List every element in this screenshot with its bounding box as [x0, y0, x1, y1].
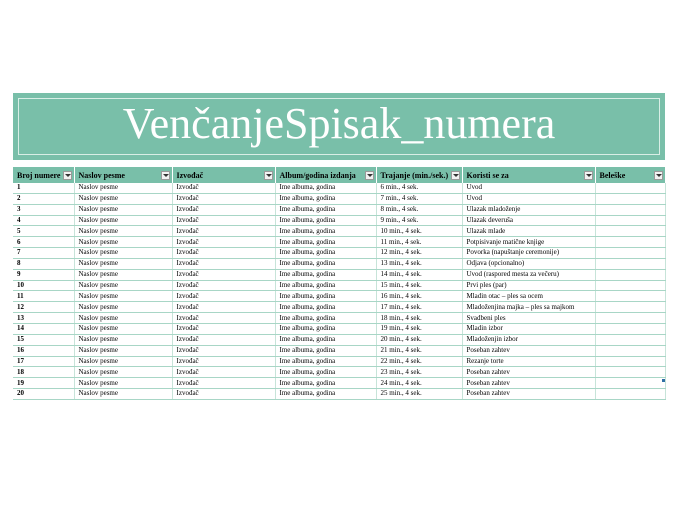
table-row [13, 226, 665, 237]
cell-track-number[interactable]: 4 [13, 215, 74, 226]
column-header-label: Trajanje (min./sek.) [380, 170, 449, 180]
table-row [13, 378, 665, 389]
cell-song-title[interactable]: Naslov pesme [74, 389, 172, 400]
cell-used-for[interactable]: Mladin otac – ples sa ocem [462, 291, 595, 302]
table-row [13, 334, 665, 345]
cell-notes[interactable] [595, 313, 665, 324]
cell-duration[interactable]: 20 min., 4 sek. [376, 334, 462, 345]
cell-used-for[interactable]: Mladin izbor [462, 323, 595, 334]
cell-notes[interactable] [595, 226, 665, 237]
cell-used-for[interactable]: Uvod (raspored mesta za večeru) [462, 269, 595, 280]
cell-notes[interactable] [595, 204, 665, 215]
cell-track-number[interactable]: 15 [13, 334, 74, 345]
cell-album-year[interactable]: Ime albuma, godina [275, 215, 376, 226]
cell-song-title[interactable]: Naslov pesme [74, 345, 172, 356]
cell-performer[interactable]: Izvođač [172, 237, 275, 248]
cell-duration[interactable]: 12 min., 4 sek. [376, 248, 462, 259]
filter-dropdown-icon[interactable] [264, 171, 273, 180]
table-row [13, 215, 665, 226]
cell-notes[interactable] [595, 345, 665, 356]
cell-duration[interactable]: 23 min., 4 sek. [376, 367, 462, 378]
cell-album-year[interactable]: Ime albuma, godina [275, 323, 376, 334]
cell-song-title[interactable]: Naslov pesme [74, 258, 172, 269]
cell-duration[interactable]: 19 min., 4 sek. [376, 323, 462, 334]
table-row [13, 313, 665, 324]
cell-song-title[interactable]: Naslov pesme [74, 280, 172, 291]
cell-performer[interactable]: Izvođač [172, 313, 275, 324]
cell-duration[interactable]: 9 min., 4 sek. [376, 215, 462, 226]
col-header-album-year[interactable] [275, 167, 376, 183]
table-row [13, 237, 665, 248]
cell-used-for[interactable]: Mladoženjin izbor [462, 334, 595, 345]
filter-dropdown-icon[interactable] [584, 171, 593, 180]
table-row [13, 258, 665, 269]
cell-used-for[interactable]: Poseban zahtev [462, 345, 595, 356]
cell-used-for[interactable]: Svadbeni ples [462, 313, 595, 324]
cell-album-year[interactable]: Ime albuma, godina [275, 248, 376, 259]
cell-notes[interactable] [595, 258, 665, 269]
cell-duration[interactable]: 8 min., 4 sek. [376, 204, 462, 215]
title-banner [13, 93, 665, 160]
table-row [13, 280, 665, 291]
cell-song-title[interactable]: Naslov pesme [74, 323, 172, 334]
cell-album-year[interactable]: Ime albuma, godina [275, 280, 376, 291]
cell-duration[interactable]: 13 min., 4 sek. [376, 258, 462, 269]
table-row [13, 204, 665, 215]
cell-duration[interactable]: 18 min., 4 sek. [376, 313, 462, 324]
cell-performer[interactable]: Izvođač [172, 389, 275, 400]
cell-album-year[interactable]: Ime albuma, godina [275, 345, 376, 356]
cell-album-year[interactable]: Ime albuma, godina [275, 367, 376, 378]
cell-used-for[interactable]: Potpisivanje matične knjige [462, 237, 595, 248]
table-row [13, 345, 665, 356]
table-resize-handle[interactable] [662, 379, 665, 382]
cell-album-year[interactable]: Ime albuma, godina [275, 356, 376, 367]
cell-song-title[interactable]: Naslov pesme [74, 193, 172, 204]
cell-notes[interactable] [595, 367, 665, 378]
cell-track-number[interactable]: 6 [13, 237, 74, 248]
cell-track-number[interactable]: 3 [13, 204, 74, 215]
cell-track-number[interactable]: 5 [13, 226, 74, 237]
filter-dropdown-icon[interactable] [63, 171, 72, 180]
cell-song-title[interactable]: Naslov pesme [74, 334, 172, 345]
cell-track-number[interactable]: 17 [13, 356, 74, 367]
cell-notes[interactable] [595, 389, 665, 400]
cell-track-number[interactable]: 20 [13, 389, 74, 400]
cell-album-year[interactable]: Ime albuma, godina [275, 269, 376, 280]
cell-performer[interactable]: Izvođač [172, 215, 275, 226]
table-row [13, 269, 665, 280]
cell-duration[interactable]: 16 min., 4 sek. [376, 291, 462, 302]
cell-song-title[interactable]: Naslov pesme [74, 356, 172, 367]
cell-performer[interactable]: Izvođač [172, 258, 275, 269]
cell-notes[interactable] [595, 302, 665, 313]
cell-album-year[interactable]: Ime albuma, godina [275, 193, 376, 204]
cell-performer[interactable]: Izvođač [172, 323, 275, 334]
table-body [13, 183, 665, 399]
table-row [13, 323, 665, 334]
cell-used-for[interactable]: Uvod [462, 183, 595, 193]
cell-track-number[interactable]: 13 [13, 313, 74, 324]
cell-duration[interactable]: 7 min., 4 sek. [376, 193, 462, 204]
cell-notes[interactable] [595, 269, 665, 280]
cell-duration[interactable]: 25 min., 4 sek. [376, 389, 462, 400]
cell-duration[interactable]: 22 min., 4 sek. [376, 356, 462, 367]
cell-performer[interactable]: Izvođač [172, 193, 275, 204]
cell-track-number[interactable]: 2 [13, 193, 74, 204]
cell-performer[interactable]: Izvođač [172, 345, 275, 356]
cell-duration[interactable]: 24 min., 4 sek. [376, 378, 462, 389]
cell-used-for[interactable]: Prvi ples (par) [462, 280, 595, 291]
cell-notes[interactable] [595, 334, 665, 345]
cell-performer[interactable]: Izvođač [172, 302, 275, 313]
col-header-used-for[interactable] [462, 167, 595, 183]
cell-album-year[interactable]: Ime albuma, godina [275, 258, 376, 269]
cell-song-title[interactable]: Naslov pesme [74, 269, 172, 280]
cell-song-title[interactable]: Naslov pesme [74, 302, 172, 313]
cell-performer[interactable]: Izvođač [172, 378, 275, 389]
cell-performer[interactable]: Izvođač [172, 248, 275, 259]
cell-used-for[interactable]: Poseban zahtev [462, 389, 595, 400]
cell-track-number[interactable]: 7 [13, 248, 74, 259]
cell-used-for[interactable]: Ulazak mlade [462, 226, 595, 237]
col-header-song-title[interactable] [74, 167, 172, 183]
cell-track-number[interactable]: 18 [13, 367, 74, 378]
cell-performer[interactable]: Izvođač [172, 367, 275, 378]
cell-duration[interactable]: 11 min., 4 sek. [376, 237, 462, 248]
cell-duration[interactable]: 15 min., 4 sek. [376, 280, 462, 291]
table-row [13, 291, 665, 302]
cell-song-title[interactable]: Naslov pesme [74, 248, 172, 259]
column-header-label: Album/godina izdanja [279, 170, 356, 180]
cell-notes[interactable] [595, 323, 665, 334]
cell-used-for[interactable]: Povorka (napuštanje ceremonije) [462, 248, 595, 259]
column-header-label: Naslov pesme [78, 170, 125, 180]
cell-song-title[interactable]: Naslov pesme [74, 183, 172, 193]
cell-performer[interactable]: Izvođač [172, 291, 275, 302]
cell-track-number[interactable]: 9 [13, 269, 74, 280]
cell-song-title[interactable]: Naslov pesme [74, 215, 172, 226]
cell-album-year[interactable]: Ime albuma, godina [275, 389, 376, 400]
cell-used-for[interactable]: Mladoženjina majka – ples sa majkom [462, 302, 595, 313]
cell-duration[interactable]: 21 min., 4 sek. [376, 345, 462, 356]
col-header-notes[interactable] [595, 167, 665, 183]
cell-duration[interactable]: 14 min., 4 sek. [376, 269, 462, 280]
cell-track-number[interactable]: 1 [13, 183, 74, 193]
cell-notes[interactable] [595, 378, 665, 389]
table-row [13, 367, 665, 378]
filter-dropdown-icon[interactable] [654, 171, 663, 180]
cell-song-title[interactable]: Naslov pesme [74, 204, 172, 215]
cell-song-title[interactable]: Naslov pesme [74, 226, 172, 237]
column-header-label: Izvođač [176, 170, 204, 180]
cell-album-year[interactable]: Ime albuma, godina [275, 183, 376, 193]
cell-notes[interactable] [595, 280, 665, 291]
cell-album-year[interactable]: Ime albuma, godina [275, 313, 376, 324]
cell-song-title[interactable]: Naslov pesme [74, 237, 172, 248]
cell-used-for[interactable]: Poseban zahtev [462, 367, 595, 378]
cell-notes[interactable] [595, 193, 665, 204]
cell-used-for[interactable]: Ulazak deveruša [462, 215, 595, 226]
cell-notes[interactable] [595, 215, 665, 226]
cell-song-title[interactable]: Naslov pesme [74, 313, 172, 324]
cell-album-year[interactable]: Ime albuma, godina [275, 291, 376, 302]
cell-performer[interactable]: Izvođač [172, 183, 275, 193]
cell-duration[interactable]: 17 min., 4 sek. [376, 302, 462, 313]
column-header-label: Beleške [599, 170, 626, 180]
cell-track-number[interactable]: 11 [13, 291, 74, 302]
cell-used-for[interactable]: Uvod [462, 193, 595, 204]
cell-notes[interactable] [595, 356, 665, 367]
cell-used-for[interactable]: Ulazak mladoženje [462, 204, 595, 215]
cell-duration[interactable]: 6 min., 4 sek. [376, 183, 462, 193]
cell-album-year[interactable]: Ime albuma, godina [275, 204, 376, 215]
filter-dropdown-icon[interactable] [161, 171, 170, 180]
cell-track-number[interactable]: 8 [13, 258, 74, 269]
cell-song-title[interactable]: Naslov pesme [74, 378, 172, 389]
filter-dropdown-icon[interactable] [365, 171, 374, 180]
col-header-duration[interactable] [376, 167, 462, 183]
cell-performer[interactable]: Izvođač [172, 356, 275, 367]
col-header-performer[interactable] [172, 167, 275, 183]
cell-album-year[interactable]: Ime albuma, godina [275, 302, 376, 313]
cell-track-number[interactable]: 12 [13, 302, 74, 313]
table-row [13, 356, 665, 367]
table-row [13, 193, 665, 204]
cell-performer[interactable]: Izvođač [172, 280, 275, 291]
cell-track-number[interactable]: 19 [13, 378, 74, 389]
sheet-title[interactable]: VenčanjeSpisak_numera [122, 99, 556, 148]
table-row [13, 389, 665, 400]
cell-performer[interactable]: Izvođač [172, 226, 275, 237]
cell-album-year[interactable]: Ime albuma, godina [275, 226, 376, 237]
table-row [13, 248, 665, 259]
cell-song-title[interactable]: Naslov pesme [74, 291, 172, 302]
cell-track-number[interactable]: 16 [13, 345, 74, 356]
cell-used-for[interactable]: Odjava (opcionalno) [462, 258, 595, 269]
col-header-track-number[interactable] [13, 167, 74, 183]
cell-notes[interactable] [595, 248, 665, 259]
cell-performer[interactable]: Izvođač [172, 204, 275, 215]
cell-album-year[interactable]: Ime albuma, godina [275, 334, 376, 345]
cell-album-year[interactable]: Ime albuma, godina [275, 378, 376, 389]
cell-performer[interactable]: Izvođač [172, 269, 275, 280]
song-table [13, 167, 666, 400]
cell-used-for[interactable]: Poseban zahtev [462, 378, 595, 389]
cell-track-number[interactable]: 14 [13, 323, 74, 334]
cell-used-for[interactable]: Rezanje torte [462, 356, 595, 367]
filter-dropdown-icon[interactable] [451, 171, 460, 180]
cell-notes[interactable] [595, 291, 665, 302]
cell-notes[interactable] [595, 183, 665, 193]
cell-notes[interactable] [595, 237, 665, 248]
cell-performer[interactable]: Izvođač [172, 334, 275, 345]
header-row [13, 167, 665, 183]
table-row [13, 183, 665, 193]
cell-duration[interactable]: 10 min., 4 sek. [376, 226, 462, 237]
cell-album-year[interactable]: Ime albuma, godina [275, 237, 376, 248]
cell-track-number[interactable]: 10 [13, 280, 74, 291]
table-row [13, 302, 665, 313]
column-header-label: Broj numere [17, 170, 61, 180]
cell-song-title[interactable]: Naslov pesme [74, 367, 172, 378]
column-header-label: Koristi se za [466, 170, 509, 180]
